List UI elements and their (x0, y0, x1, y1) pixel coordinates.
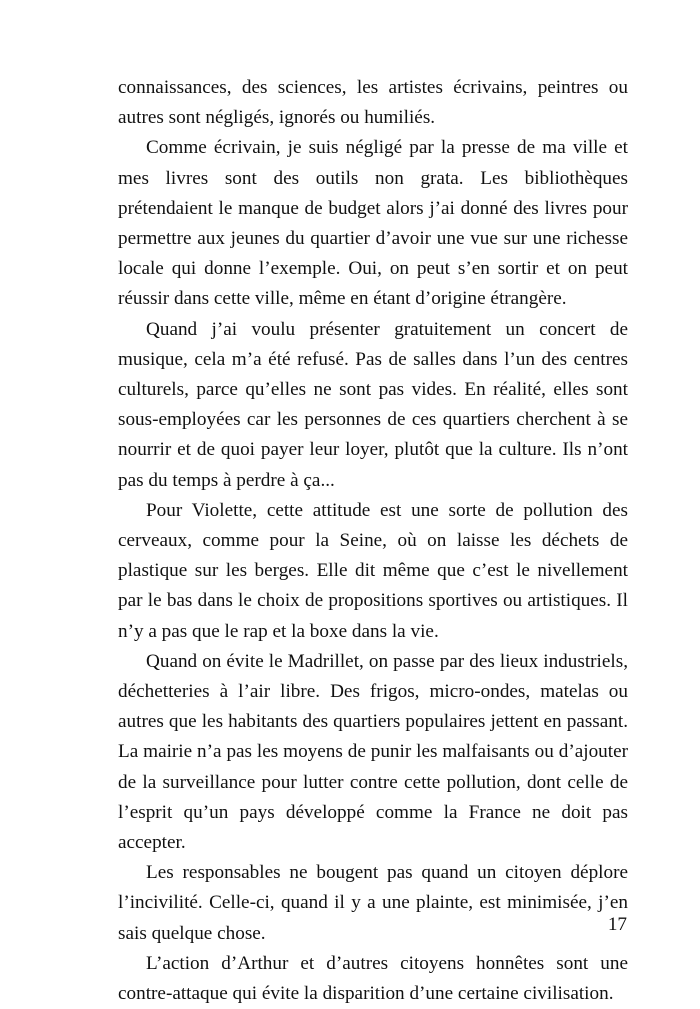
body-text (118, 73, 628, 1009)
paragraph-arthur-action: L’action d’Arthur et d’autres citoyens honnêtes sont une contre-attaque qui évite la disparition d’une certaine civilisation. (118, 952, 628, 1005)
paragraph-responsables: Les responsables ne bougent pas quand un citoyen déplore l’incivilité. Celle-ci, quand il y a une plainte, est minimisée, j’en sais quelque chose. (118, 862, 628, 944)
paragraph-writer-neglected: Comme écrivain, je suis négligé par la presse de ma ville et mes livres sont des outils non grata. Les bibliothèques prétendaient le manque de budget alors j’ai donné des livres pour permettre aux jeunes du quartier d’avoir une vue sur une richesse locale qui donne l’exemple. Oui, on peut s’en sortir et on peut réussir dans cette ville, même en étant d’origine étrangère. (118, 137, 628, 310)
paragraph-madrillet: Quand on évite le Madrillet, on passe par des lieux industriels, déchetteries à l’air libre. Des frigos, micro-ondes, matelas ou autres que les habitants des quartiers populaires jettent en passant. La mairie n’a pas les moyens de punir les malfaisants ou d’ajouter de la surveillance pour lutter contre cette pollution, dont celle de l’esprit qu’un pays développé comme la France ne doit pas accepter. (118, 650, 628, 854)
paragraph-concert-refused: Quand j’ai voulu présenter gratuitement un concert de musique, cela m’a été refusé. Pas de salles dans l’un des centres culturels, parce qu’elles ne sont pas vides. En réalité, elles sont sous-employées car les personnes de ces quartiers cherchent à se nourrir et de quoi payer leur loyer, plutôt que la culture. Ils n’ont pas du temps à perdre à ça... (118, 318, 628, 491)
page-number: 17 (607, 914, 627, 935)
paragraph-continued: connaissances, des sciences, les artistes écrivains, peintres ou autres sont négligés, ignorés ou humiliés. (118, 77, 628, 129)
paragraph-violette-pollution: Pour Violette, cette attitude est une sorte de pollution des cerveaux, comme pour la Seine, où on laisse les déchets de plastique sur les berges. Elle dit même que c’est le nivellement par le bas dans le choix de propositions sportives ou artistiques. Il n’y a pas que le rap et la boxe dans la vie. (118, 499, 628, 642)
